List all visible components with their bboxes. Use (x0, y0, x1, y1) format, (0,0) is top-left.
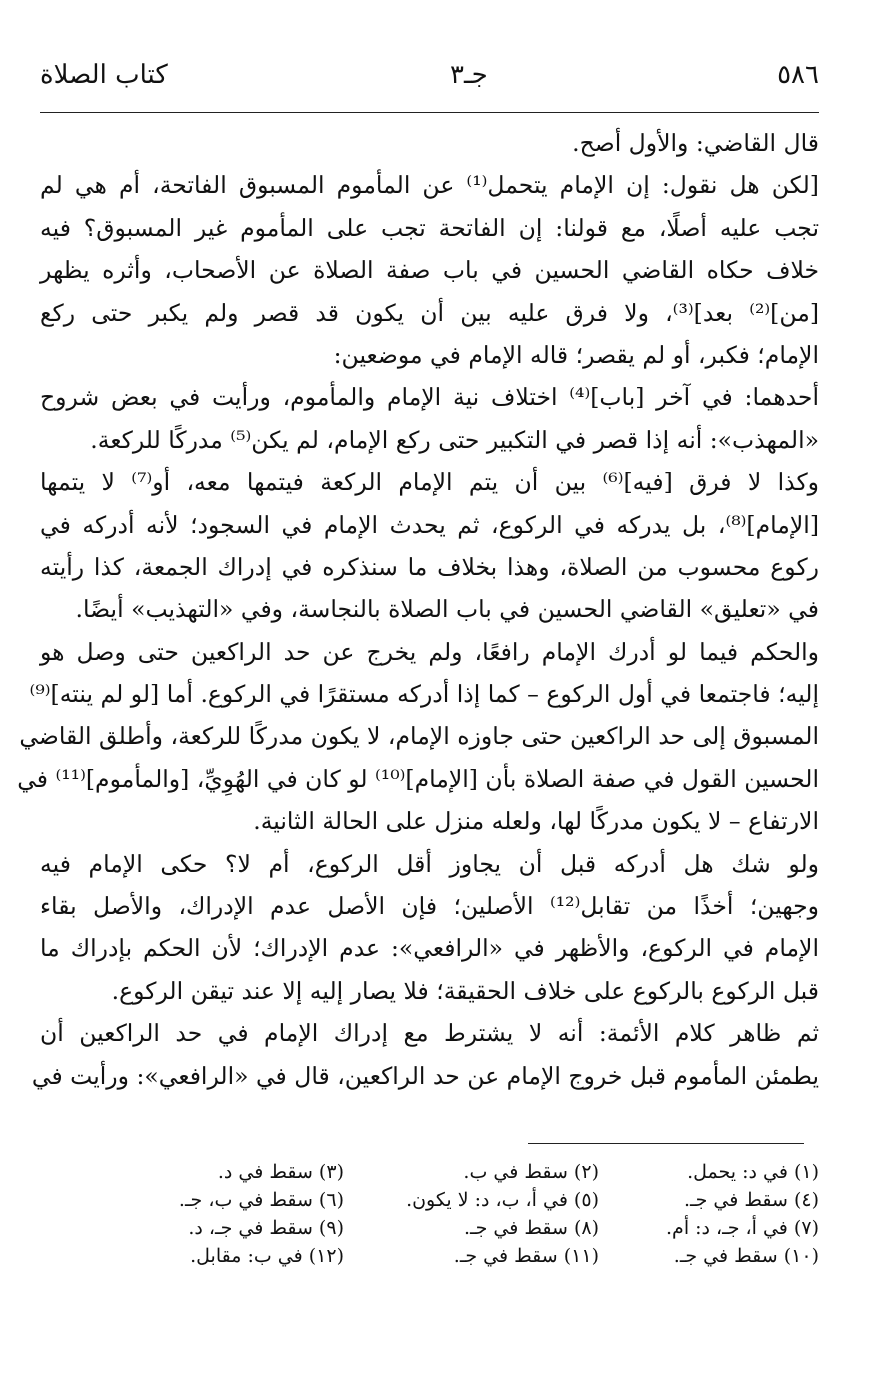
footnote: (١٢) في ب: مقابل. (190, 1245, 344, 1267)
book-title: كتاب الصلاة (40, 60, 168, 90)
footnote: (٩) سقط في جـ، د. (188, 1217, 344, 1239)
page-number: ٥٨٦ (777, 60, 819, 90)
volume-label: جـ٣ (450, 60, 488, 90)
text-line: الإمام في الركوع، والأظهر في «الرافعي»: عدم الإدراك؛ لأن الحكم بإدراك ما (40, 934, 819, 963)
text-line: ولو شك هل أدركه قبل أن يجاوز أقل الركوع، أم لا؟ حكى الإمام فيه (40, 849, 819, 878)
text-line: [الإمام]⁽⁸⁾، بل يدركه في الركوع، ثم يحدث الإمام في السجود؛ لأنه أدركه في (40, 510, 819, 539)
main-text (17, 122, 819, 1097)
footnote: (١٠) سقط في جـ. (673, 1245, 819, 1267)
footnote: (٤) سقط في جـ. (683, 1189, 819, 1211)
text-line: الحسين القول في صفة الصلاة بأن [الإمام]⁽¹⁰⁾ لو كان في الهُوِيِّ، [والمأموم]⁽¹¹⁾ في (17, 764, 819, 793)
text-line: «المهذب»: أنه إذا قصر في التكبير حتى ركع الإمام، لم يكن⁽⁵⁾ مدركًا للركعة. (90, 425, 819, 454)
footnote-row (40, 1242, 819, 1270)
text-line: قال القاضي: والأول أصح. (572, 129, 819, 157)
footnote-row (40, 1158, 819, 1186)
text-line: في «تعليق» القاضي الحسين في باب الصلاة بالنجاسة، وفي «التهذيب» أيضًا. (75, 595, 819, 624)
text-line: إليه؛ فاجتمعا في أول الركوع – كما إذا أدركه مستقرًا في الركوع. أما [لو لم ينته]⁽⁹⁾ (29, 680, 819, 709)
footnote: (٨) سقط في جـ. (463, 1217, 599, 1239)
footnote: (٧) في أ، جـ، د: أم. (666, 1217, 819, 1239)
footnote: (١) في د: يحمل. (687, 1161, 819, 1183)
footnote: (٦) سقط في ب، جـ. (178, 1189, 344, 1211)
text-line: [لكن هل نقول: إن الإمام يتحمل⁽¹⁾ عن المأموم المسبوق الفاتحة، أم هي لم (40, 171, 819, 200)
text-line: والحكم فيما لو أدرك الإمام رافعًا، ولم يخرج عن حد الراكعين حتى وصل هو (40, 637, 819, 666)
header-rule (40, 112, 819, 113)
text-line: خلاف حكاه القاضي الحسين في باب صفة الصلاة عن الأصحاب، وأثره يظهر (40, 256, 819, 285)
text-line: تجب عليه أصلًا، مع قولنا: إن الفاتحة تجب على المأموم غير المسبوق؟ فيه (40, 213, 819, 242)
text-line: ركوع محسوب من الصلاة، وهذا بخلاف ما سنذكره في إدراك الجمعة، كذا رأيته (40, 552, 819, 581)
footnote-row (40, 1214, 819, 1242)
footnote-rule (528, 1143, 804, 1144)
footnote-row (40, 1186, 819, 1214)
text-line: وجهين؛ أخذًا من تقابل⁽¹²⁾ الأصلين؛ فإن الأصل عدم الإدراك، والأصل بقاء (40, 892, 819, 921)
footnotes (40, 1158, 819, 1270)
text-line: [من]⁽²⁾ بعد]⁽³⁾، ولا فرق عليه بين أن يكون قد قصر ولم يكبر حتى ركع (40, 298, 819, 327)
text-line: يطمئن المأموم قبل خروج الإمام عن حد الراكعين، قال في «الرافعي»: ورأيت في (31, 1061, 819, 1090)
footnote: (١١) سقط في جـ. (453, 1245, 599, 1267)
text-line: وكذا لا فرق [فيه]⁽⁶⁾ بين أن يتم الإمام الركعة فيتمها معه، أو⁽⁷⁾ لا يتمها (40, 468, 819, 497)
text-line: الارتفاع – لا يكون مدركًا لها، ولعله منزل على الحالة الثانية. (253, 807, 819, 836)
footnote: (٢) سقط في ب. (463, 1161, 599, 1183)
text-line: المسبوق إلى حد الراكعين حتى جاوزه الإمام، لا يكون مدركًا للركعة، وأطلق القاضي (19, 722, 819, 751)
footnote: (٥) في أ، ب، د: لا يكون. (406, 1189, 599, 1211)
text-line: الإمام؛ فكبر، أو لم يقصر؛ قاله الإمام في موضعين: (333, 340, 819, 369)
text-line: ثم ظاهر كلام الأئمة: أنه لا يشترط مع إدراك الإمام في حد الراكعين أن (40, 1019, 819, 1048)
text-line: أحدهما: في آخر [باب]⁽⁴⁾ اختلاف نية الإمام والمأموم، ورأيت في بعض شروح (40, 383, 819, 412)
text-line: قبل الركوع بالركوع على خلاف الحقيقة؛ فلا يصار إليه إلا عند تيقن الركوع. (111, 976, 819, 1005)
page-header (40, 60, 819, 100)
footnote: (٣) سقط في د. (217, 1161, 344, 1183)
